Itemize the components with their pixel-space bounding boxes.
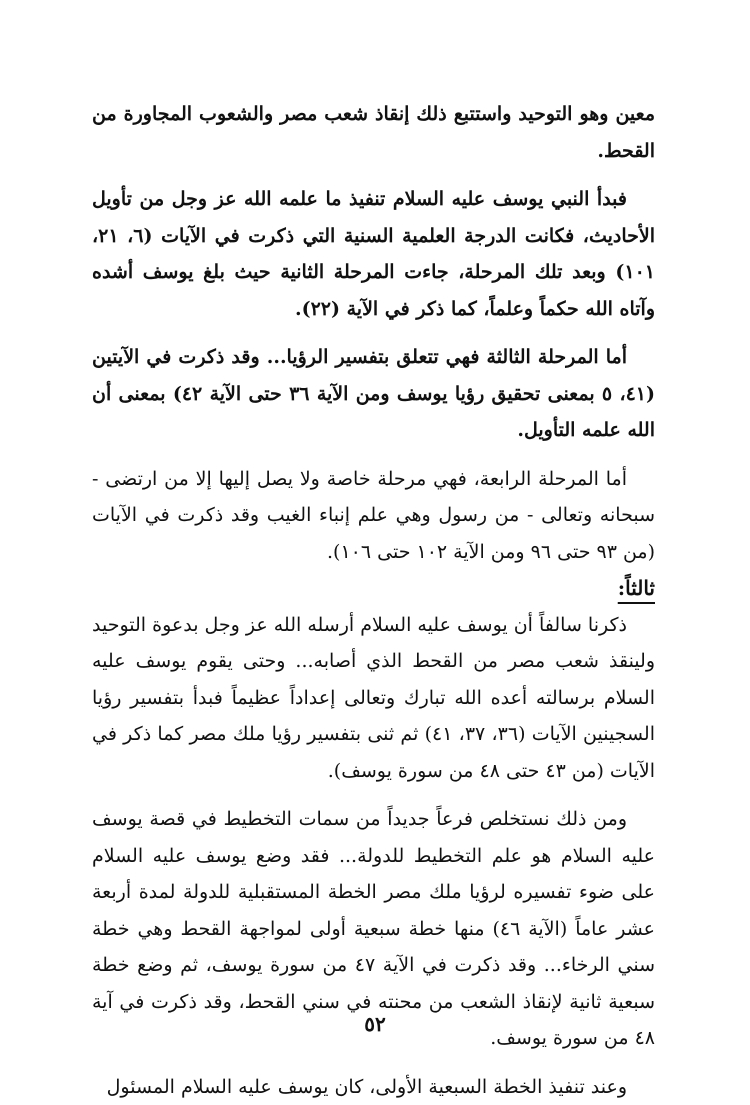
paragraph-3: أما المرحلة الثالثة فهي تتعلق بتفسير الرؤيا... وقد ذكرت في الآيتين (٤١، ٥ بمعنى تحقيق رؤيا يوسف ومن الآية ٣٦ حتى الآية ٤٢) بمعنى أن الله علمه التأويل.	[92, 339, 655, 449]
paragraph-5: ذكرنا سالفاً أن يوسف عليه السلام أرسله الله عز وجل بدعوة التوحيد ولينقذ شعب مصر من القحط الذي أصابه... وحتى يقوم يوسف عليه السلام برسالته أعده الله تبارك وتعالى إعداداً عظيماً فبدأ بتفسير رؤيا السجينين الآيات (٣٦، ٣٧، ٤١) ثم ثنى بتفسير رؤيا ملك مصر كما ذكر في الآيات (من ٤٣ حتى ٤٨ من سورة يوسف).	[92, 607, 655, 790]
paragraph-2: فبدأ النبي يوسف عليه السلام تنفيذ ما علمه الله عز وجل من تأويل الأحاديث، فكانت الدرجة العلمية السنية التي ذكرت في الآيات (٦، ٢١، ١٠١) وبعد تلك المرحلة، جاءت المرحلة الثانية حيث بلغ يوسف أشده وآتاه الله حكماً وعلماً، كما ذكر في الآية (٢٢).	[92, 181, 655, 327]
paragraph-6: ومن ذلك نستخلص فرعاً جديداً من سمات التخطيط في قصة يوسف عليه السلام هو علم التخطيط للدولة... فقد وضع يوسف عليه السلام على ضوء تفسيره لرؤيا ملك مصر الخطة المستقبلية للدولة لمدة أربعة عشر عاماً (الآية ٤٦) منها خطة سبعية أولى لمواجهة القحط وهي خطة سني الرخاء... وقد ذكرت في الآية ٤٧ من سورة يوسف، ثم وضع خطة سبعية ثانية لإنقاذ الشعب من محنته في سني القحط، وقد ذكرت في آية ٤٨ من سورة يوسف.	[92, 801, 655, 1057]
page-number: ٥٢	[0, 1012, 750, 1036]
paragraph-4: أما المرحلة الرابعة، فهي مرحلة خاصة ولا يصل إليها إلا من ارتضى - سبحانه وتعالى - من رسول وهي علم إنباء الغيب وقد ذكرت في الآيات (من ٩٣ حتى ٩٦ ومن الآية ١٠٢ حتى ١٠٦).	[92, 461, 655, 571]
paragraph-1: معين وهو التوحيد واستتبع ذلك إنقاذ شعب مصر والشعوب المجاورة من القحط.	[92, 96, 655, 169]
page-body-text	[92, 96, 655, 1105]
paragraph-7: وعند تنفيذ الخطة السبعية الأولى، كان يوسف عليه السلام المسئول	[92, 1069, 655, 1105]
section-heading: ثالثاً:	[92, 570, 655, 607]
